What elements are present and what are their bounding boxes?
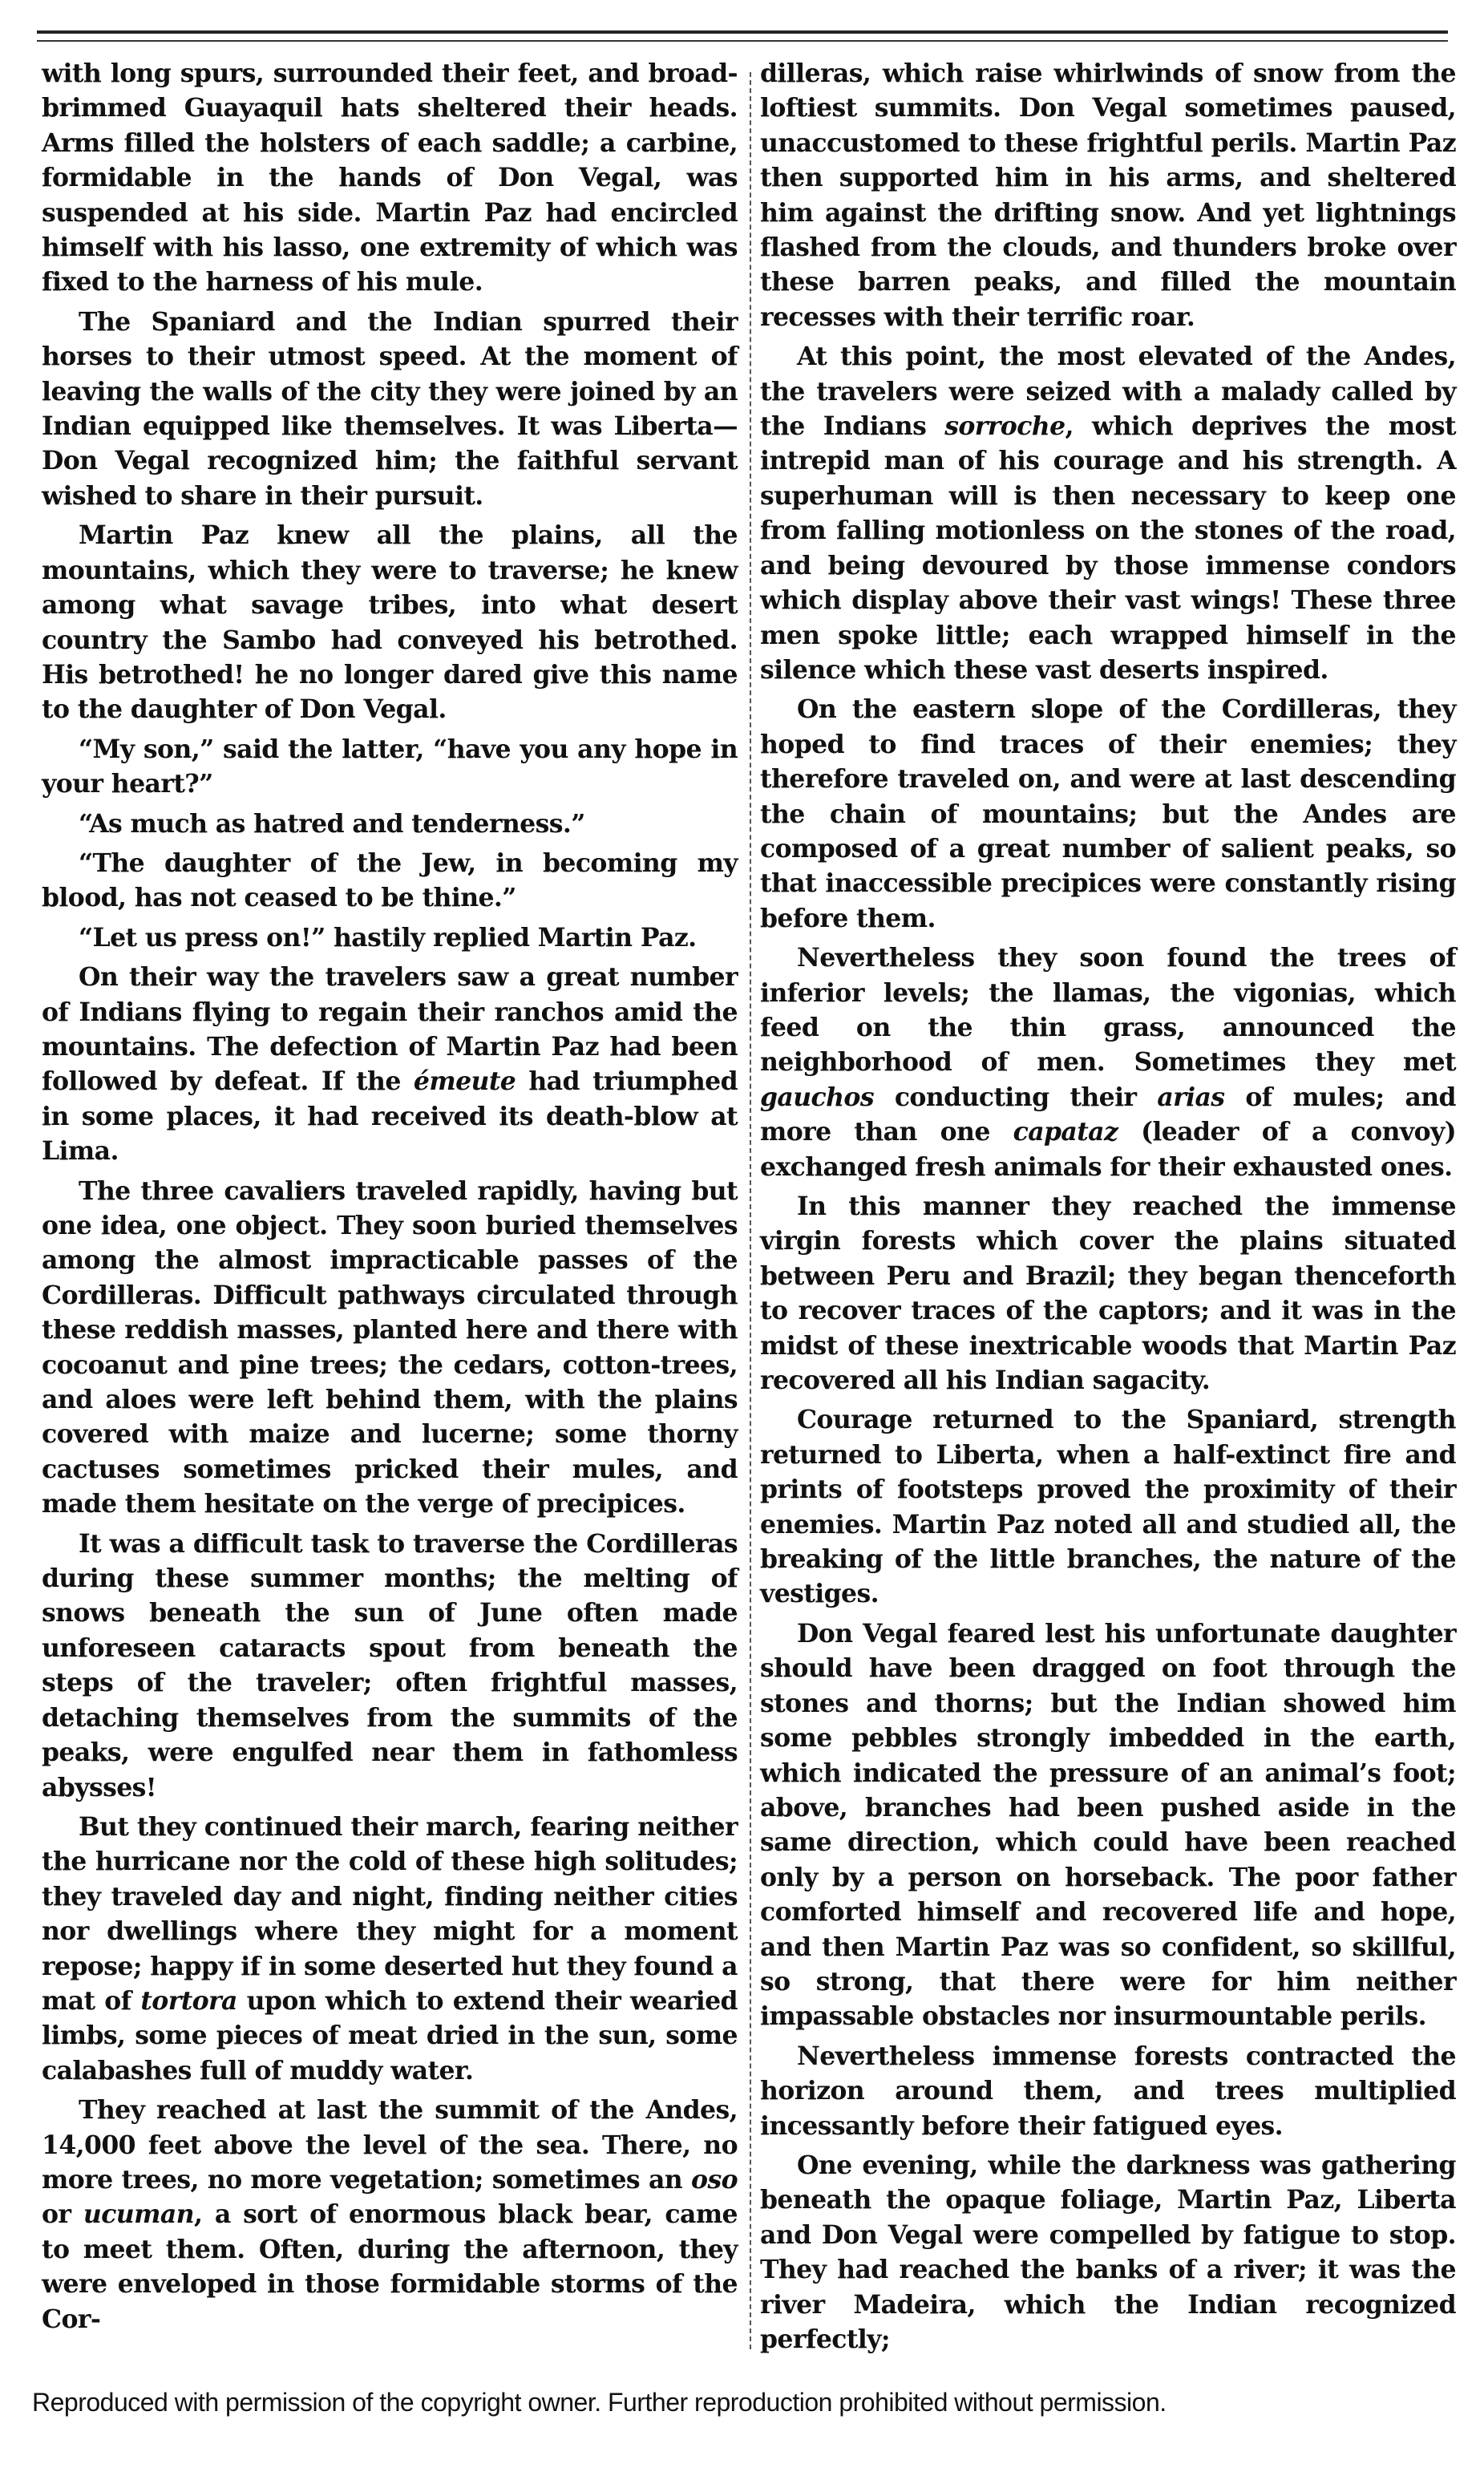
paragraph: “The daughter of the Jew, in becoming my blood, has not ceased to be thine.” <box>42 848 738 913</box>
paragraph: One evening, while the darkness was gathering beneath the opaque foliage, Martin Paz, Liberta and Don Vegal were compelled by fatigue to stop. They had reached the banks of a river; it was the river Madeira, which the Indian recognized perfectly; <box>760 2150 1456 2354</box>
paragraph: On the eastern slope of the Cordilleras, they hoped to find traces of their enemies; they therefore traveled on, and were at last descending the chain of mountains; but the Andes are composed of a great number of salient peaks, so that inaccessible precipices were constantly rising before them. <box>760 694 1456 933</box>
paragraph: They reached at last the summit of the Andes, 14,000 feet above the level of the sea. There, no more trees, no more vegetation; sometimes an oso or ucuman, a sort of enormous black bear, came to meet them. Often, during the afternoon, they were enveloped in those formidable storms of the Cor- <box>42 2095 738 2334</box>
paragraph: But they continued their march, fearing neither the hurricane nor the cold of these high solitudes; they traveled day and night, finding neither cities nor dwellings where they might for a moment repose; happy if in some deserted hut they found a mat of tortora upon which to extend their wearied limbs, some pieces of meat dried in the sun, some calabashes full of muddy water. <box>42 1811 738 2086</box>
paragraph: At this point, the most elevated of the Andes, the travelers were seized with a malady called by the Indians sorroche, which deprives the most intrepid man of his courage and his strength. A superhuman will is then necessary to keep one from falling motionless on the stones of the road, and being devoured by those immense condors which display above their vast wings! These three men spoke little; each wrapped himself in the silence which these vast deserts inspired. <box>760 342 1456 685</box>
paragraph: Courage returned to the Spaniard, strength returned to Liberta, when a half-extinct fire and prints of footsteps proved the proximity of their enemies. Martin Paz noted all and studied all, the breaking of the little branches, the nature of the vestiges. <box>760 1405 1456 1609</box>
paragraph: Martin Paz knew all the plains, all the mountains, which they were to traverse; he knew among what savage tribes, into what desert country the Sambo had conveyed his betrothed. His betrothed! he no longer dared give this name to the daughter of Don Vegal. <box>42 520 738 725</box>
paragraph: Nevertheless immense forests contracted the horizon around them, and trees multiplied incessantly before their fatigued eyes. <box>760 2041 1456 2141</box>
paragraph: “As much as hatred and tenderness.” <box>79 808 585 839</box>
top-rule-secondary <box>37 40 1448 42</box>
paragraph: It was a difficult task to traverse the Cordilleras during these summer months; the melting of snows beneath the sun of June often made unforeseen cataracts spout from beneath the steps of the traveler; often frightful masses, detaching themselves from the summits of the peaks, were engulfed near them in fathomless abysses! <box>42 1528 738 1802</box>
paragraph: On their way the travelers saw a great number of Indians flying to regain their ranchos amid the mountains. The defection of Martin Paz had been followed by defeat. If the émeute had triumphed in some places, it had received its death-blow at Lima. <box>42 962 738 1167</box>
copyright-notice: Reproduced with permission of the copyright owner. Further reproduction prohibited without permission. <box>32 2388 1167 2417</box>
paragraph: Nevertheless they soon found the trees of inferior levels; the llamas, the vigonias, which feed on the thin grass, announced the neighborhood of men. Sometimes they met gauchos conducting their arias of mules; and more than one capataz (leader of a convoy) exchanged fresh animals for their exhausted ones. <box>760 943 1456 1182</box>
paragraph: dilleras, which raise whirlwinds of snow from the loftiest summits. Don Vegal sometimes paused, unaccustomed to these frightful perils. Martin Paz then supported him in his arms, and sheltered him against the drifting snow. And yet lightnings flashed from the clouds, and thunders broke over these barren peaks, and filled the mountain recesses with their terrific roar. <box>760 59 1456 332</box>
paragraph: with long spurs, surrounded their feet, and broad-brimmed Guayaquil hats sheltered their heads. Arms filled the holsters of each saddle; a carbine, formidable in the hands of Don Vegal, was suspended at his side. Martin Paz had encircled himself with his lasso, one extremity of which was fixed to the harness of his mule. <box>42 59 738 297</box>
top-rule <box>37 30 1448 34</box>
paragraph: The three cavaliers traveled rapidly, having but one idea, one object. They soon buried themselves among the almost impracticable passes of the Cordilleras. Difficult pathways circulated through these reddish masses, planted here and there with cocoanut and pine trees; the cedars, cotton-trees, and aloes were left behind them, with the plains covered with maize and lucerne; some thorny cactuses sometimes pricked their mules, and made them hesitate on the verge of precipices. <box>42 1175 738 1519</box>
paragraph: “Let us press on!” hastily replied Martin Paz. <box>79 922 697 953</box>
paragraph: The Spaniard and the Indian spurred their horses to their utmost speed. At the moment of leaving the walls of the city they were joined by an Indian equipped like themselves. It was Liberta—Don Vegal recognized him; the faithful servant wished to share in their pursuit. <box>42 306 738 511</box>
column-right <box>760 56 1456 2361</box>
newspaper-page <box>32 56 1456 2354</box>
paragraph: Don Vegal feared lest his unfortunate daughter should have been dragged on foot through the stones and thorns; but the Indian showed him some pebbles strongly imbedded in the earth, which indicated the pressure of an animal’s foot; above, branches had been pushed aside in the same direction, which could have been reached only by a person on horseback. The poor father comforted himself and recovered life and hope, and then Martin Paz was so confident, so skillful, so strong, that there were for him neither impassable obstacles nor insurmountable perils. <box>760 1618 1456 2032</box>
paragraph: In this manner they reached the immense virgin forests which cover the plains situated between Peru and Brazil; they began thenceforth to recover traces of the captors; and it was in the midst of these inextricable woods that Martin Paz recovered all his Indian sagacity. <box>760 1191 1456 1396</box>
column-left <box>42 56 738 2341</box>
paragraph: “My son,” said the latter, “have you any hope in your heart?” <box>42 734 738 799</box>
column-divider <box>750 72 751 2349</box>
